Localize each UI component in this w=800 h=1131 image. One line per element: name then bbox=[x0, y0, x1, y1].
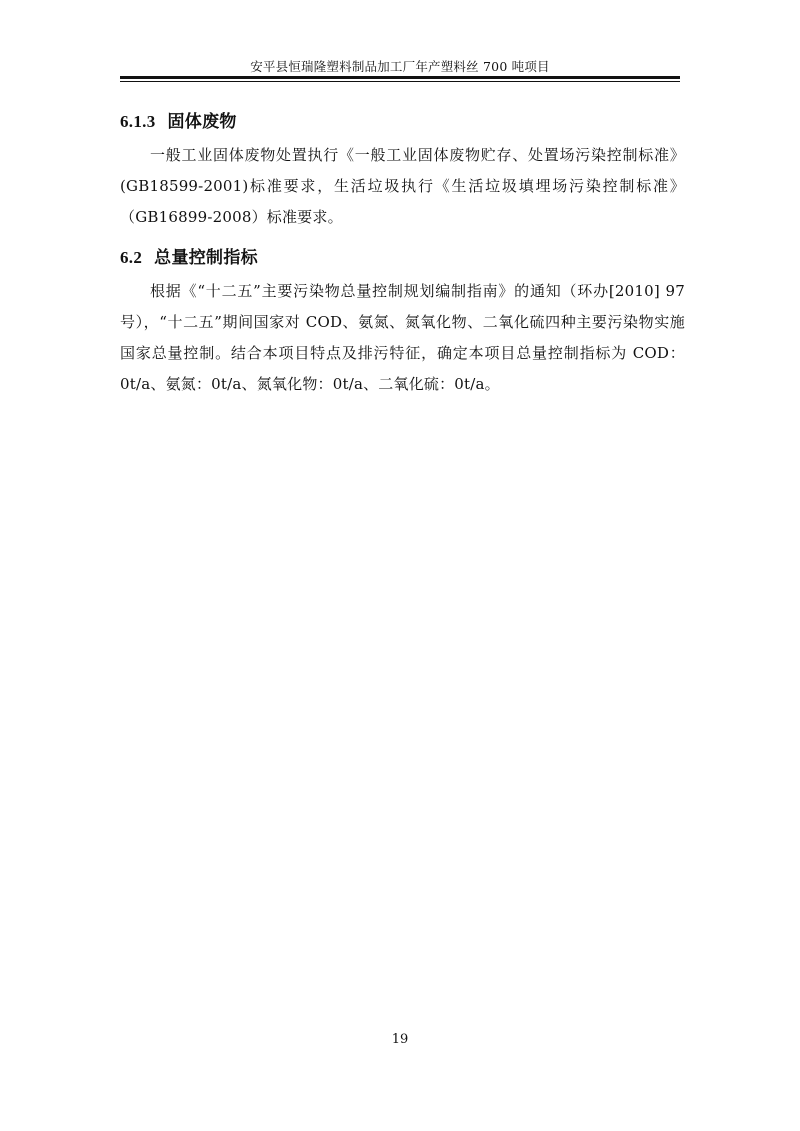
section-number: 6.2 bbox=[120, 248, 143, 267]
section-title: 固体废物 bbox=[167, 112, 237, 132]
paragraph-solid-waste: 一般工业固体废物处置执行《一般工业固体废物贮存、处置场污染控制标准》(GB18599-2001)标准要求，生活垃圾执行《生活垃圾填埋场污染控制标准》（GB16899-2008）标准要求。 bbox=[120, 146, 685, 226]
page-number: 19 bbox=[391, 1032, 409, 1047]
paragraph-total-control: 根据《“十二五”主要污染物总量控制规划编制指南》的通知（环办[2010] 97号），“十二五”期间国家对 COD、氨氮、氮氧化物、二氧化硫四种主要污染物实施国家总量控制。结合本项目特点及排污特征，确定本项目总量控制指标为 COD：0t/a、氨氮：0t/a、氮氧化物：0t/a、二氧化硫：0t/a。 bbox=[120, 282, 685, 393]
header-rule-thin bbox=[120, 81, 680, 82]
section-heading-total-control bbox=[120, 243, 258, 268]
header-rule-thick bbox=[120, 76, 680, 79]
page-header-title: 安平县恒瑞隆塑料制品加工厂年产塑料丝 700 吨项目 bbox=[250, 59, 550, 74]
section-heading-solid-waste bbox=[120, 107, 237, 132]
section-title: 总量控制指标 bbox=[154, 248, 258, 268]
section-number: 6.1.3 bbox=[120, 112, 156, 131]
